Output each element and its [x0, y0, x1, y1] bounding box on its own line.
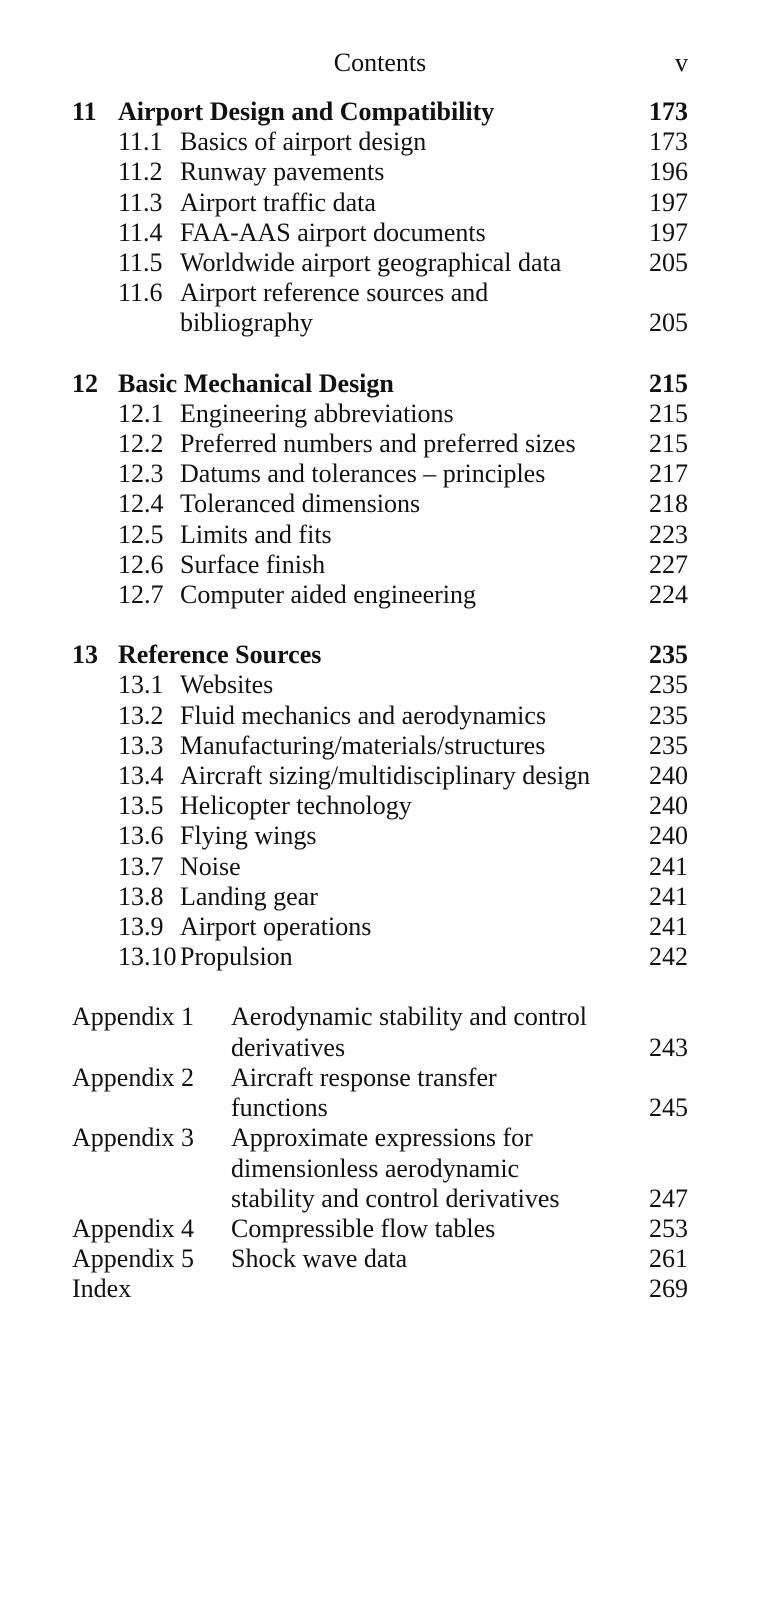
section-title	[180, 761, 688, 791]
section-page: 205	[649, 308, 688, 338]
running-head	[72, 48, 688, 78]
section-entry	[72, 670, 688, 700]
section-title-text: Airport reference sources and	[180, 278, 489, 308]
section-entry	[72, 399, 688, 429]
section-title	[180, 489, 688, 519]
section-entry	[72, 701, 688, 731]
section-number: 12.4	[118, 489, 164, 519]
appendix-title-text: Aircraft response transfer	[231, 1062, 497, 1092]
chapter-heading	[72, 640, 688, 670]
section-title-line	[180, 580, 688, 610]
section-title-line	[180, 489, 688, 519]
appendix-title-line	[231, 1184, 688, 1214]
section-title-text: Airport operations	[180, 912, 372, 942]
section-title	[180, 670, 688, 700]
section-title	[180, 852, 688, 882]
appendix-title-line	[231, 1093, 688, 1123]
section-page: 235	[649, 670, 688, 700]
appendix-title-line	[231, 1244, 688, 1274]
appendix-title	[231, 1002, 688, 1062]
section-title-line	[180, 701, 688, 731]
section-title-line	[180, 791, 688, 821]
section-number: 13.8	[118, 881, 164, 911]
section-page: 223	[649, 519, 688, 549]
section-number: 13.10	[118, 942, 177, 972]
section-number: 12.5	[118, 519, 164, 549]
appendix-page: 243	[649, 1032, 688, 1062]
section-title-text: Websites	[180, 670, 274, 700]
appendix-title-line	[231, 1154, 688, 1184]
section-title-text: Noise	[180, 851, 241, 881]
section-title-line	[180, 821, 688, 851]
chapter-page: 215	[649, 368, 688, 398]
chapter-title: Reference Sources	[118, 640, 322, 670]
section-page: 235	[649, 730, 688, 760]
section-page: 205	[649, 248, 688, 278]
appendix-label: Appendix 4	[72, 1213, 195, 1243]
section-title-line	[180, 520, 688, 550]
section-entry	[72, 248, 688, 278]
appendix-title-text: Aerodynamic stability and control	[231, 1002, 587, 1032]
section-title	[180, 550, 688, 580]
appendix-title-text: functions	[231, 1093, 328, 1123]
section-entry	[72, 882, 688, 912]
section-entry	[72, 731, 688, 761]
section-title	[180, 580, 688, 610]
section-title-text: Flying wings	[180, 821, 317, 851]
section-title	[180, 942, 688, 972]
section-title-text: Computer aided engineering	[180, 580, 477, 610]
section-number: 13.2	[118, 700, 164, 730]
section-number: 13.9	[118, 912, 164, 942]
section-title-text: Datums and tolerances – principles	[180, 459, 546, 489]
section-number: 12.7	[118, 580, 164, 610]
section-title-text: Worldwide airport geographical data	[180, 248, 562, 278]
section-number: 13.7	[118, 851, 164, 881]
section-number: 11.6	[118, 278, 163, 308]
section-page: 196	[649, 157, 688, 187]
section-number: 11.3	[118, 187, 163, 217]
section-title-line	[180, 218, 688, 248]
section-title-text: Landing gear	[180, 881, 318, 911]
section-title	[180, 399, 688, 429]
appendix-title	[231, 1244, 688, 1274]
chapter-number: 11	[72, 97, 97, 126]
running-head-page-number: v	[675, 48, 688, 77]
section-title	[180, 278, 688, 338]
chapter-page: 173	[649, 97, 688, 126]
section-page: 227	[649, 549, 688, 579]
section-page: 217	[649, 459, 688, 489]
section-page: 240	[649, 791, 688, 821]
section-entry	[72, 912, 688, 942]
appendix-entry	[72, 1063, 688, 1123]
section-entry	[72, 942, 688, 972]
section-title	[180, 157, 688, 187]
appendix-entry	[72, 1214, 688, 1244]
section-page: 235	[649, 700, 688, 730]
appendix-title	[231, 1214, 688, 1244]
chapter-title: Basic Mechanical Design	[118, 368, 394, 398]
section-page: 240	[649, 821, 688, 851]
section-entry	[72, 489, 688, 519]
section-title-text: bibliography	[180, 308, 313, 338]
section-title-text: Toleranced dimensions	[180, 489, 421, 519]
appendix-title-text: Compressible flow tables	[231, 1213, 496, 1243]
section-entry	[72, 459, 688, 489]
section-title	[180, 248, 688, 278]
section-title	[180, 791, 688, 821]
running-head-title: Contents	[333, 48, 427, 77]
section-title-text: Basics of airport design	[180, 127, 427, 157]
section-number: 13.1	[118, 670, 164, 700]
section-title	[180, 731, 688, 761]
section-number: 13.3	[118, 730, 164, 760]
section-title-line	[180, 550, 688, 580]
section-title	[180, 218, 688, 248]
section-title-text: FAA-AAS airport documents	[180, 217, 486, 247]
appendix-title	[231, 1063, 688, 1123]
section-number: 13.4	[118, 761, 164, 791]
appendix-title-text: Shock wave data	[231, 1244, 408, 1274]
section-entry	[72, 127, 688, 157]
chapter-number: 13	[72, 640, 98, 670]
section-page: 215	[649, 429, 688, 459]
section-entry	[72, 520, 688, 550]
appendix-entry	[72, 1244, 688, 1274]
chapter-title: Airport Design and Compatibility	[118, 97, 495, 126]
section-entry	[72, 550, 688, 580]
section-title-line	[180, 188, 688, 218]
section-title-text: Airport traffic data	[180, 187, 376, 217]
section-title-line	[180, 459, 688, 489]
appendix-page: 245	[649, 1093, 688, 1123]
appendix-title-text	[231, 1274, 644, 1304]
appendix-label: Appendix 2	[72, 1062, 195, 1092]
section-page: 197	[649, 217, 688, 247]
section-entry	[72, 429, 688, 459]
section-title	[180, 459, 688, 489]
section-title-text: Manufacturing/materials/structures	[180, 730, 546, 760]
section-page: 224	[649, 580, 688, 610]
section-entry	[72, 852, 688, 882]
section-title-line	[180, 127, 688, 157]
appendix-page: 253	[649, 1213, 688, 1243]
section-title-line	[180, 399, 688, 429]
contents-page	[72, 48, 688, 1305]
chapter-heading	[72, 369, 688, 399]
section-title-line	[180, 248, 688, 278]
chapter-block	[72, 369, 688, 611]
section-title-text: Runway pavements	[180, 157, 385, 187]
section-entry	[72, 278, 688, 338]
section-page: 241	[649, 851, 688, 881]
section-title-text: Aircraft sizing/multidisciplinary design	[180, 761, 591, 791]
section-number: 11.1	[118, 127, 163, 157]
section-title-line	[180, 429, 688, 459]
chapter-list	[72, 97, 688, 972]
appendix-title-line	[231, 1033, 688, 1063]
section-number: 12.1	[118, 398, 164, 428]
section-entry	[72, 761, 688, 791]
section-title-line	[180, 731, 688, 761]
section-entry	[72, 821, 688, 851]
appendix-page: 269	[649, 1274, 688, 1304]
section-title-text: Fluid mechanics and aerodynamics	[180, 700, 547, 730]
appendix-title-line	[231, 1063, 688, 1093]
chapter-block	[72, 97, 688, 339]
section-number: 13.6	[118, 821, 164, 851]
appendix-title-text: Approximate expressions for	[231, 1123, 533, 1153]
section-page: 197	[649, 187, 688, 217]
section-title	[180, 520, 688, 550]
section-page: 240	[649, 761, 688, 791]
section-number: 11.4	[118, 217, 163, 247]
appendix-title	[231, 1274, 688, 1304]
section-title	[180, 127, 688, 157]
section-title-line	[180, 882, 688, 912]
section-page: 241	[649, 881, 688, 911]
appendix-title-text: derivatives	[231, 1032, 346, 1062]
section-title-line	[180, 278, 688, 308]
chapter-page: 235	[649, 640, 688, 670]
appendix-label: Index	[72, 1274, 132, 1304]
section-title-text: Helicopter technology	[180, 791, 412, 821]
appendix-page: 261	[649, 1244, 688, 1274]
chapter-block	[72, 640, 688, 972]
section-entry	[72, 580, 688, 610]
chapter-number: 12	[72, 368, 98, 398]
section-title-text: Engineering abbreviations	[180, 398, 454, 428]
section-title-line	[180, 308, 688, 338]
section-page: 215	[649, 398, 688, 428]
section-title	[180, 188, 688, 218]
section-title-text: Propulsion	[180, 942, 293, 972]
appendix-title-text: stability and control derivatives	[231, 1183, 560, 1213]
section-page: 242	[649, 942, 688, 972]
appendix-title-line	[231, 1274, 688, 1304]
section-number: 12.3	[118, 459, 164, 489]
section-title-line	[180, 157, 688, 187]
appendix-page: 247	[649, 1183, 688, 1213]
appendix-label: Appendix 1	[72, 1002, 195, 1032]
appendix-entry	[72, 1123, 688, 1214]
chapter-heading	[72, 97, 688, 127]
appendix-title	[231, 1123, 688, 1214]
section-number: 11.2	[118, 157, 163, 187]
section-title	[180, 912, 688, 942]
section-page: 218	[649, 489, 688, 519]
section-number: 13.5	[118, 791, 164, 821]
section-title-line	[180, 912, 688, 942]
section-title-text: Surface finish	[180, 549, 326, 579]
appendix-label: Appendix 5	[72, 1244, 195, 1274]
section-page: 173	[649, 127, 688, 157]
appendix-list	[72, 1002, 688, 1304]
section-title-line	[180, 942, 688, 972]
section-title-text: Limits and fits	[180, 519, 332, 549]
appendix-title-text: dimensionless aerodynamic	[231, 1153, 520, 1183]
section-entry	[72, 188, 688, 218]
appendix-label: Appendix 3	[72, 1123, 195, 1153]
appendix-title-line	[231, 1002, 688, 1032]
appendix-title-line	[231, 1214, 688, 1244]
section-page: 241	[649, 912, 688, 942]
section-title	[180, 701, 688, 731]
appendix-entry	[72, 1274, 688, 1304]
section-title	[180, 429, 688, 459]
section-title-line	[180, 852, 688, 882]
section-title	[180, 882, 688, 912]
section-title-line	[180, 670, 688, 700]
section-entry	[72, 157, 688, 187]
section-entry	[72, 218, 688, 248]
appendix-title-line	[231, 1123, 688, 1153]
section-title-line	[180, 761, 688, 791]
section-number: 12.2	[118, 429, 164, 459]
section-title-text: Preferred numbers and preferred sizes	[180, 429, 576, 459]
section-title	[180, 821, 688, 851]
appendix-entry	[72, 1002, 688, 1062]
section-number: 12.6	[118, 549, 164, 579]
section-number: 11.5	[118, 248, 163, 278]
section-entry	[72, 791, 688, 821]
